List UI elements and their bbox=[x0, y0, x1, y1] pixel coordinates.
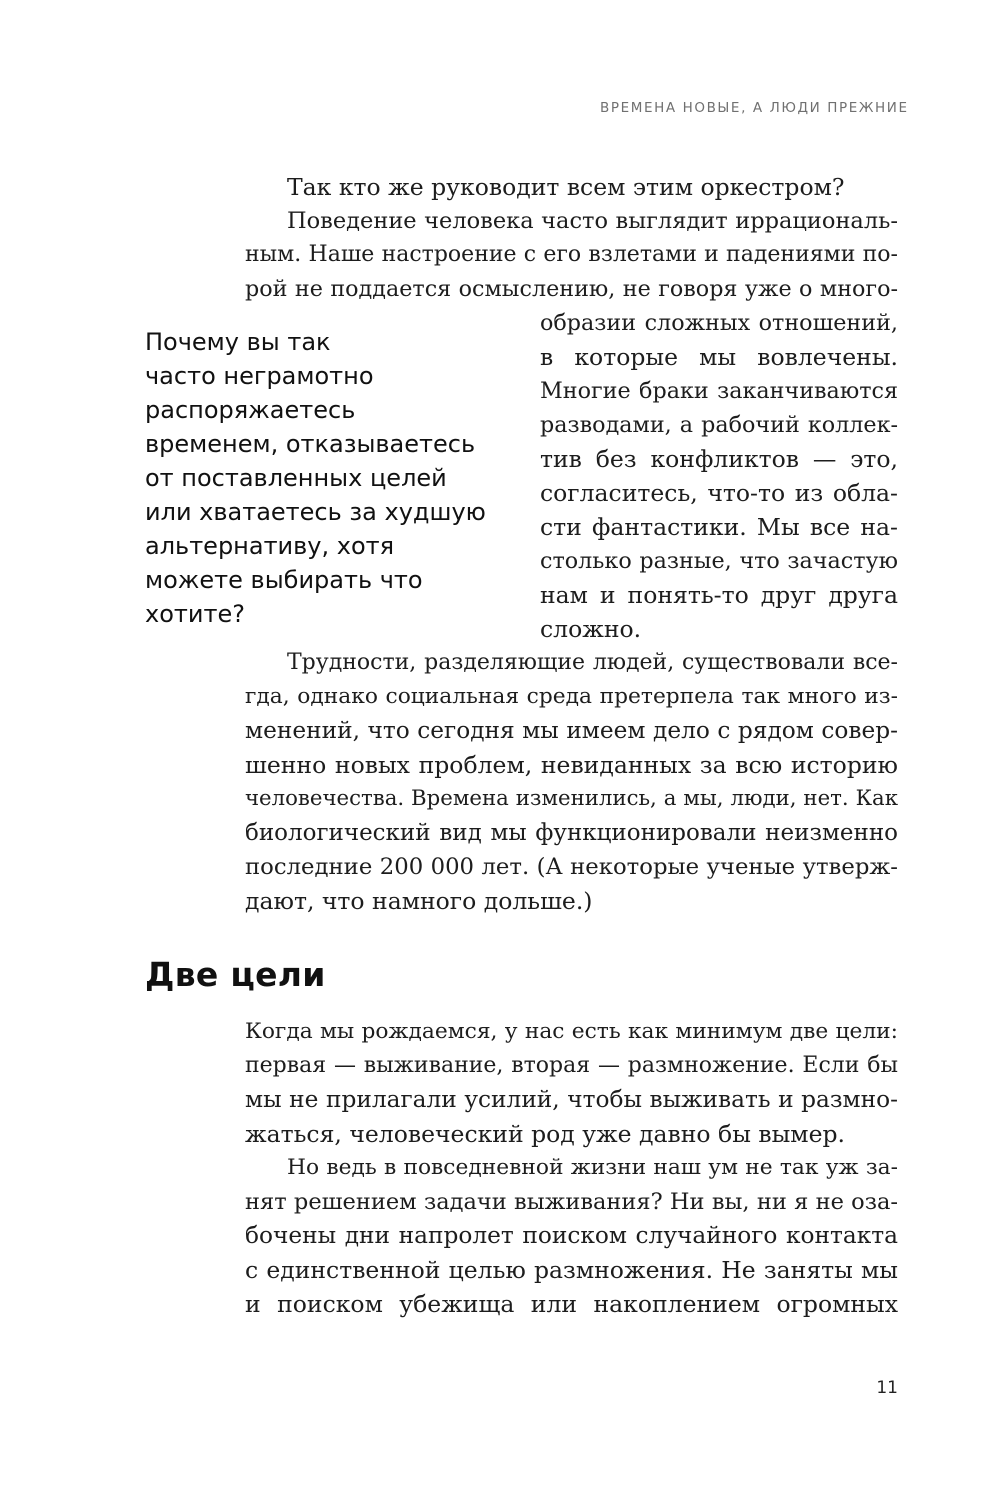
pull-quote-line: распоряжаетесь bbox=[145, 396, 356, 424]
text-line: образии сложных отношений, bbox=[540, 310, 898, 336]
text-line: мы не прилагали усилий, чтобы выживать и размно- bbox=[245, 1086, 898, 1113]
text-line: в которые мы вовлечены. bbox=[540, 343, 898, 371]
text-line: жаться, человеческий род уже давно бы вымер. bbox=[245, 1120, 845, 1148]
text-line: с единственной целью размножения. Не заняты мы bbox=[245, 1256, 898, 1284]
text-line: сти фантастики. Мы все на- bbox=[540, 513, 898, 541]
text-line: Но ведь в повседневной жизни наш ум не так уж за- bbox=[287, 1155, 898, 1180]
text-line: разводами, а рабочий коллек- bbox=[540, 412, 898, 438]
text-line: гда, однако социальная среда претерпела так много из- bbox=[245, 684, 898, 709]
text-line: Когда мы рождаемся, у нас есть как минимум две цели: bbox=[245, 1019, 898, 1044]
section-heading: Две цели bbox=[145, 955, 326, 994]
text-line: последние 200 000 лет. (А некоторые ученые утверж- bbox=[245, 854, 898, 880]
text-line: столько разные, что зачастую bbox=[540, 548, 898, 574]
text-line: тив без конфликтов — это, bbox=[540, 445, 898, 473]
pull-quote-line: часто неграмотно bbox=[145, 362, 374, 390]
pull-quote-line: Почему вы так bbox=[145, 328, 331, 356]
pull-quote-line: альтернативу, хотя bbox=[145, 532, 395, 560]
text-line: первая — выживание, вторая — размножение. Если бы bbox=[245, 1053, 898, 1078]
pull-quote-line: можете выбирать что bbox=[145, 566, 423, 594]
pull-quote-line: от поставленных целей bbox=[145, 464, 447, 492]
text-line: Так кто же руководит всем этим оркестром? bbox=[287, 173, 845, 201]
text-line: ным. Наше настроение с его взлетами и падениями по- bbox=[245, 242, 898, 267]
page-number: 11 bbox=[876, 1378, 898, 1398]
pull-quote-line: или хватаетесь за худшую bbox=[145, 498, 486, 526]
text-line: сложно. bbox=[540, 615, 642, 643]
pull-quote-line: хотите? bbox=[145, 600, 245, 628]
text-line: нам и понять-то друг друга bbox=[540, 581, 898, 609]
text-line: и поиском убежища или накоплением огромных bbox=[245, 1290, 898, 1318]
text-line: человечества. Времена изменились, а мы, люди, нет. Как bbox=[245, 786, 898, 811]
text-line: менений, что сегодня мы имеем дело с рядом совер- bbox=[245, 717, 898, 744]
text-line: Многие браки заканчиваются bbox=[540, 378, 898, 404]
text-line: бочены дни напролет поиском случайного контакта bbox=[245, 1222, 898, 1249]
text-line: дают, что намного дольше.) bbox=[245, 887, 593, 915]
text-line: Трудности, разделяющие людей, существовали все- bbox=[287, 650, 898, 675]
pull-quote-line: временем, отказываетесь bbox=[145, 430, 476, 458]
text-line: Поведение человека часто выглядит иррациональ- bbox=[287, 208, 898, 234]
running-header: ВРЕМЕНА НОВЫЕ, А ЛЮДИ ПРЕЖНИЕ bbox=[600, 100, 909, 116]
text-line: рой не поддается осмыслению, не говоря уже о много- bbox=[245, 276, 898, 302]
text-line: согласитесь, что-то из обла- bbox=[540, 479, 898, 507]
text-line: биологический вид мы функционировали неизменно bbox=[245, 820, 898, 846]
text-line: шенно новых проблем, невиданных за всю историю bbox=[245, 751, 898, 779]
text-line: нят решением задачи выживания? Ни вы, ни я не оза- bbox=[245, 1189, 898, 1215]
